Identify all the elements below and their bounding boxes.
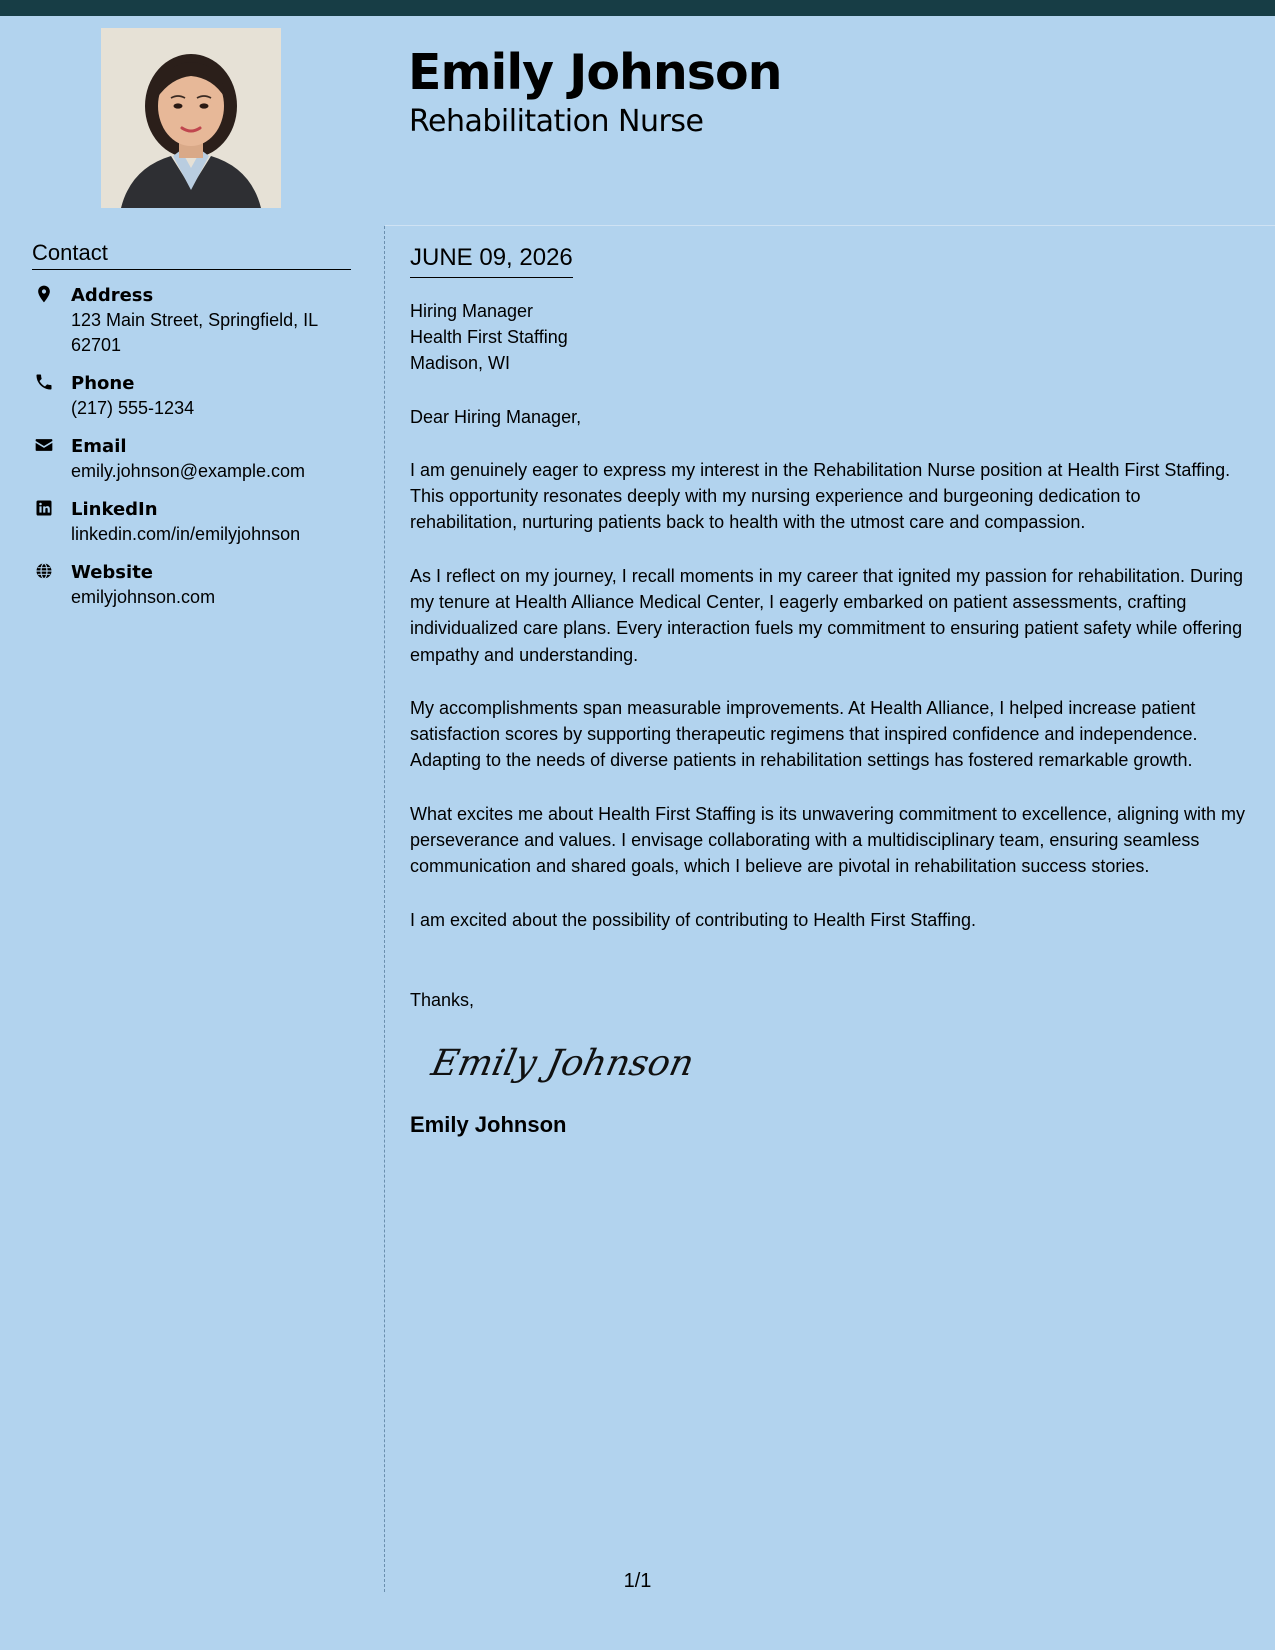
contact-sidebar — [32, 240, 351, 610]
recipient-line: Hiring Manager — [410, 300, 534, 321]
letter-paragraph: I am genuinely eager to express my interest in the Rehabilitation Nurse position at Health First Staffing. This opportunity resonates deeply with my nursing experience and burgeoning dedication to rehabilitation, nurturing patients back to health with the utmost care and compassion. — [410, 459, 1231, 533]
contact-label: Address — [71, 285, 154, 307]
contact-label: Phone — [71, 373, 135, 395]
header — [0, 16, 1275, 226]
top-accent-bar — [0, 0, 1275, 16]
header-divider — [385, 225, 1275, 226]
handwritten-signature — [426, 1027, 698, 1097]
phone-icon — [34, 372, 54, 392]
envelope-icon — [34, 435, 54, 455]
letter-paragraph: I am excited about the possibility of contributing to Health First Staffing. — [410, 909, 976, 930]
contact-item-address — [32, 284, 351, 358]
contact-label: Website — [71, 562, 154, 584]
contact-item-phone — [32, 372, 351, 421]
contact-value: emily.johnson@example.com — [71, 461, 306, 482]
page-number: 1/1 — [623, 1570, 652, 1592]
contact-value: emilyjohnson.com — [71, 587, 216, 608]
letter-date: JUNE 09, 2026 — [410, 244, 573, 278]
contact-value: (217) 555-1234 — [71, 398, 195, 419]
job-title: Rehabilitation Nurse — [409, 104, 704, 139]
contact-value: linkedin.com/in/emilyjohnson — [71, 524, 301, 545]
contact-item-email — [32, 435, 351, 484]
contact-item-website — [32, 561, 351, 610]
letter-body — [410, 244, 1250, 1140]
contact-item-linkedin — [32, 498, 351, 547]
linkedin-icon — [34, 498, 54, 518]
avatar — [101, 28, 281, 208]
closing: Thanks, — [410, 989, 475, 1010]
globe-icon — [34, 561, 54, 581]
letter-paragraph: What excites me about Health First Staffing is its unwavering commitment to excellence, aligning with my perseverance and values. I envisage collaborating with a multidisciplinary team, ensuring seamless communication and shared goals, which I believe are pivotal in rehabilitation success stories. — [410, 803, 1246, 877]
candidate-name: Emily Johnson — [408, 44, 782, 101]
recipient-line: Madison, WI — [410, 352, 511, 373]
contact-value: 123 Main Street, Springfield, IL 62701 — [71, 310, 318, 356]
recipient-line: Health First Staffing — [410, 326, 568, 347]
contact-label: LinkedIn — [71, 499, 158, 521]
contact-label: Email — [71, 436, 127, 458]
letter-paragraph: As I reflect on my journey, I recall moments in my career that ignited my passion for rehabilitation. During my tenure at Health Alliance Medical Center, I eagerly embarked on patient assessments, crafting individualized care plans. Every interaction fuels my commitment to ensuring patient safety while offering empathy and understanding. — [410, 565, 1244, 665]
salutation: Dear Hiring Manager, — [410, 406, 582, 427]
column-divider — [384, 226, 385, 1592]
recipient-block — [410, 298, 1250, 376]
letter-paragraph: My accomplishments span measurable improvements. At Health Alliance, I helped increase patient satisfaction scores by supporting therapeutic regimens that inspired confidence and independence. Adapting to the needs of diverse patients in rehabilitation settings has fostered remarkable growth. — [410, 697, 1198, 771]
signer-name: Emily Johnson — [410, 1111, 567, 1137]
signature-text: Emily Johnson — [427, 1041, 698, 1084]
map-pin-icon — [34, 284, 54, 304]
profile-photo — [101, 28, 281, 208]
contact-heading: Contact — [32, 240, 351, 270]
